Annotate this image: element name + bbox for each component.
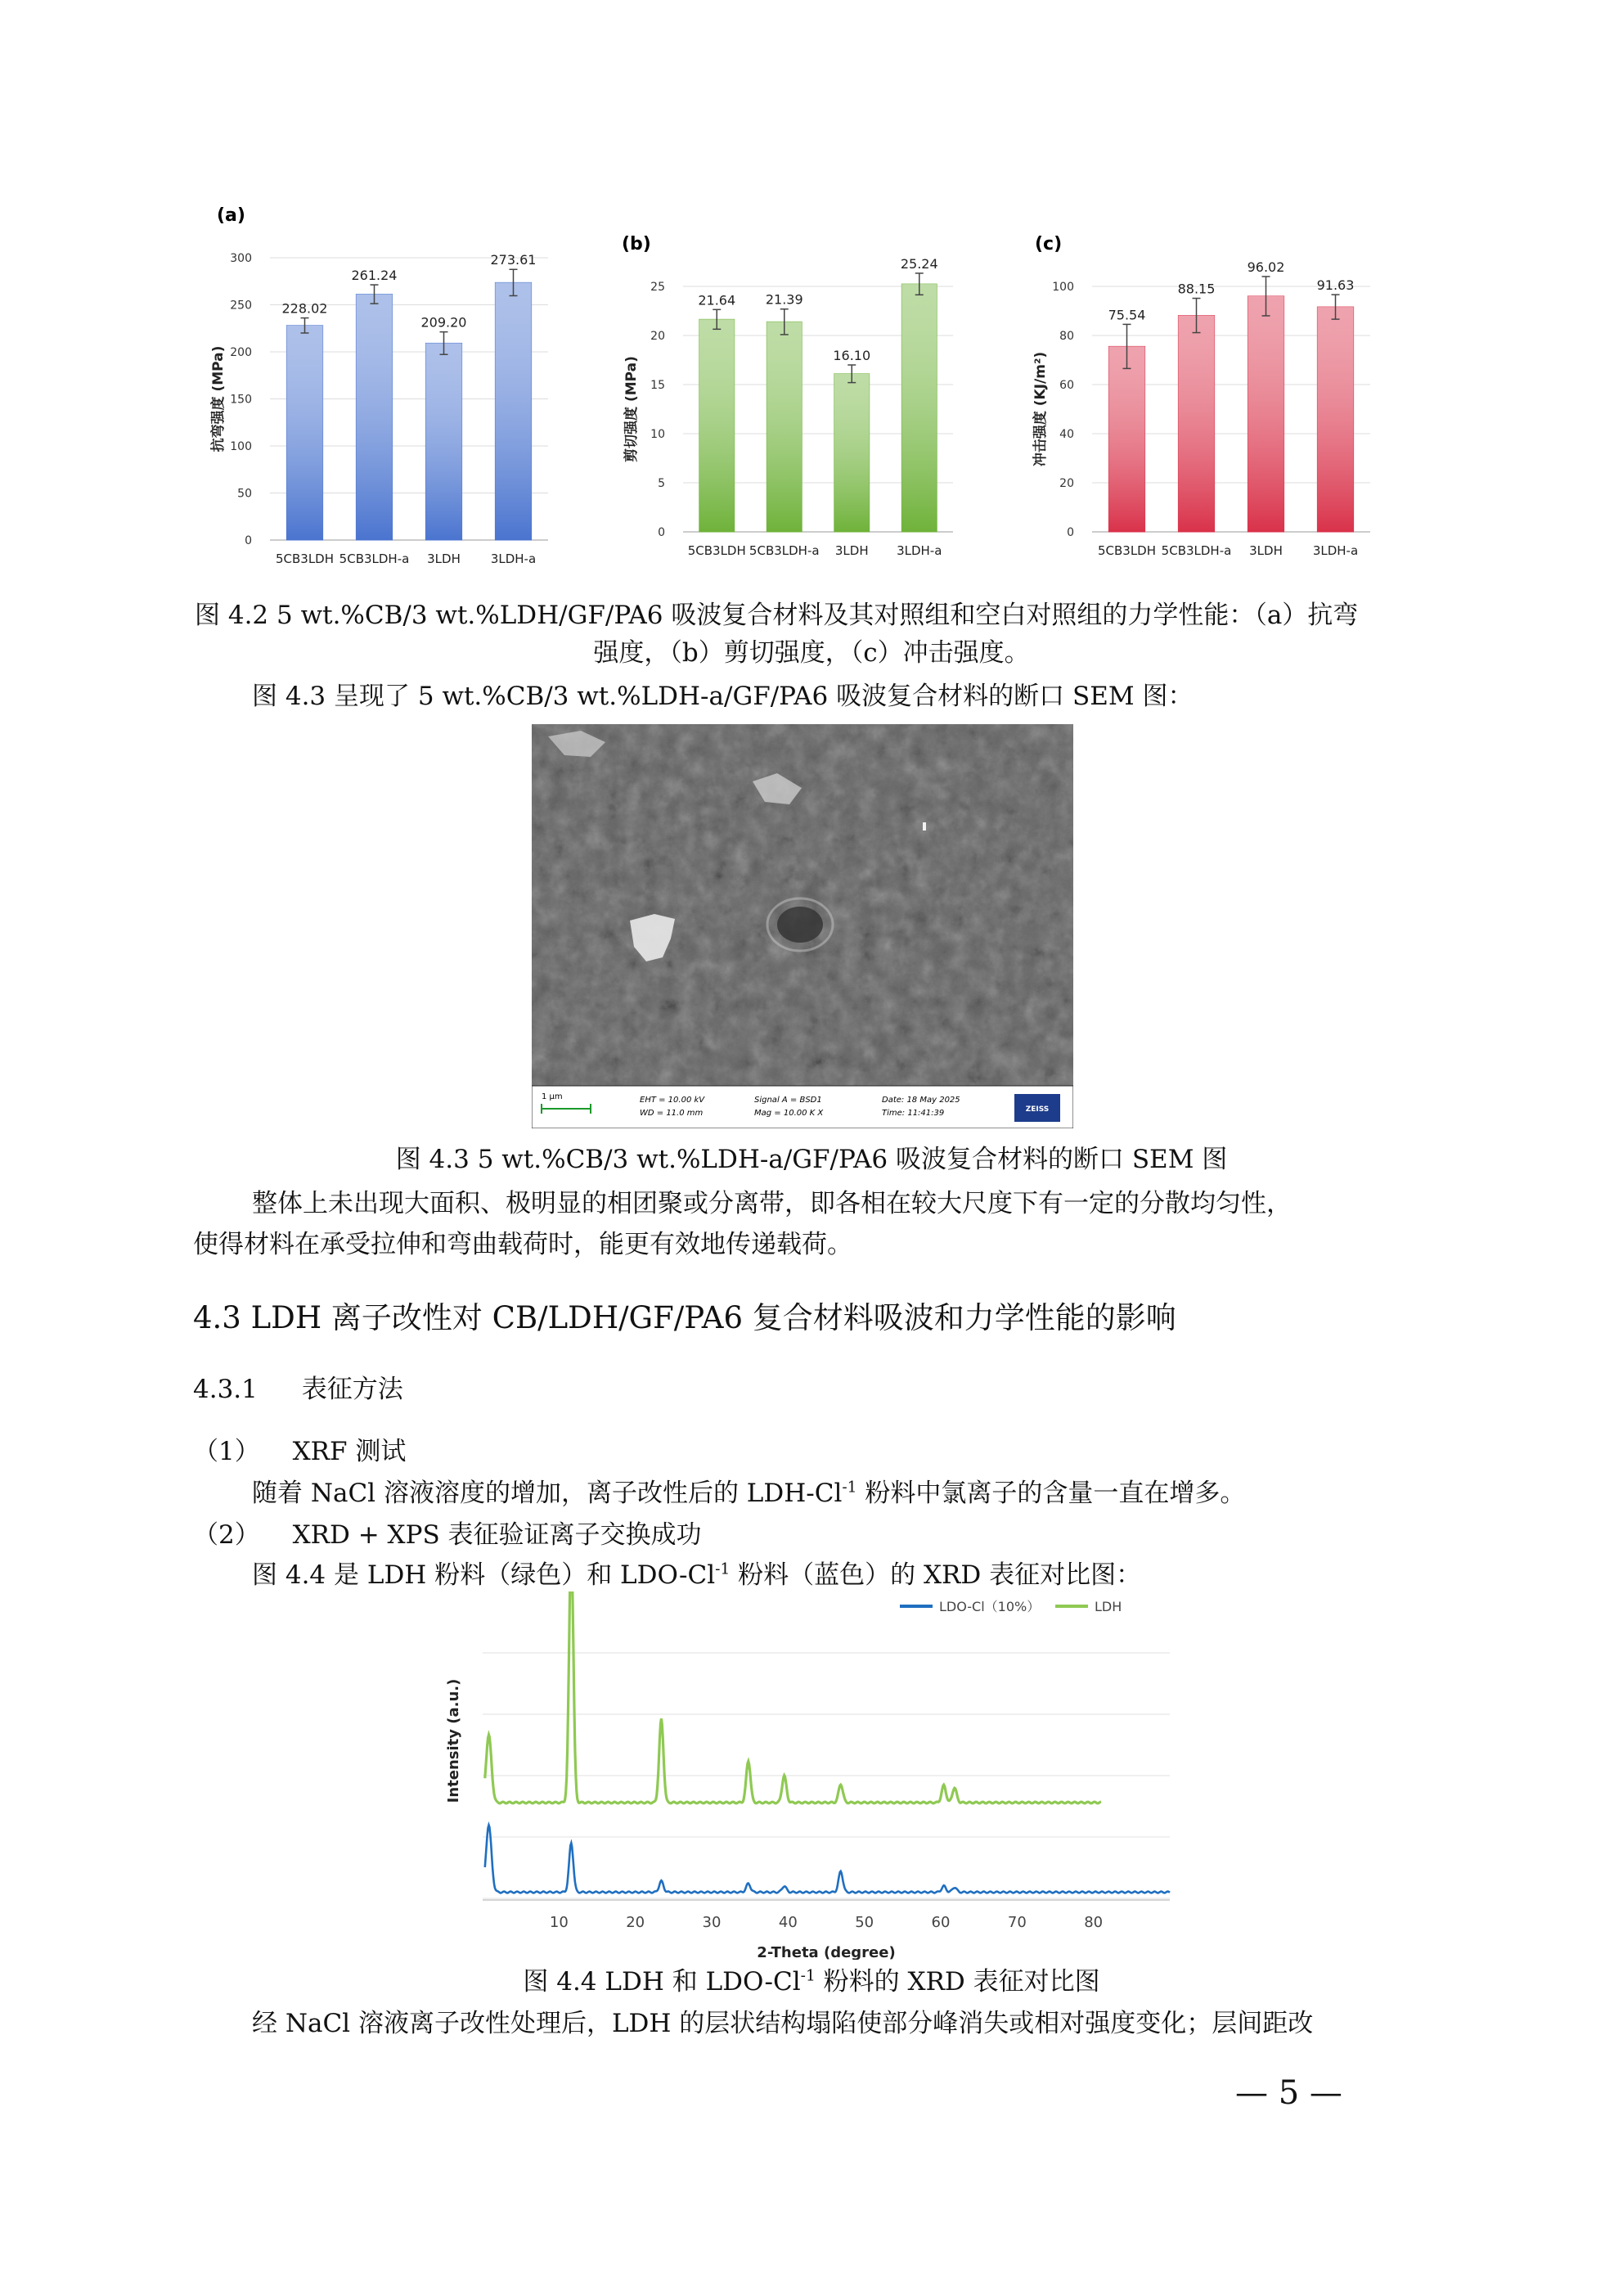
bar-shade: [425, 343, 461, 540]
bar-shade: [1178, 316, 1214, 532]
category-label: 3LDH-a: [897, 543, 942, 558]
category-label: 5CB3LDH: [687, 543, 746, 558]
category-label: 3LDH: [427, 551, 461, 566]
fig42-caption-line2: 强度，（b）剪切强度，（c）冲击强度。: [593, 638, 1030, 668]
y-tick-label: 200: [230, 346, 252, 359]
panel-label: (a): [217, 205, 245, 226]
y-tick-label: 250: [230, 299, 252, 313]
y-tick-label: 0: [245, 534, 252, 547]
category-label: 3LDH-a: [490, 551, 537, 566]
category-label: 5CB3LDH-a: [339, 551, 410, 566]
bar-shade: [286, 326, 322, 540]
y-tick-label: 0: [658, 526, 665, 539]
panel-a: [209, 205, 548, 566]
legend-label: LDO-Cl（10%）: [939, 1599, 1041, 1614]
category-label: 5CB3LDH: [1097, 543, 1157, 558]
series-line-ldh: [485, 1591, 1101, 1803]
figure-4-4-xrd: [425, 1591, 1243, 1960]
sem-wd: WD = 11.0 mm: [640, 1109, 704, 1118]
subsection-number: 4.3.1: [193, 1375, 258, 1404]
item-1-number: （1）: [193, 1437, 260, 1466]
y-tick-label: 0: [1067, 526, 1074, 539]
sem-pore: [777, 907, 823, 943]
x-tick-label: 80: [1084, 1914, 1104, 1931]
subsection-title: 表征方法: [301, 1375, 403, 1404]
y-tick-label: 50: [237, 487, 252, 501]
series-line-ldo-cl: [485, 1825, 1170, 1893]
bar-shade: [1108, 346, 1144, 532]
data-label: 273.61: [490, 252, 537, 268]
category-label: 3LDH: [1249, 543, 1283, 558]
bar-shade: [901, 284, 937, 532]
y-tick-label: 100: [1052, 281, 1074, 294]
y-tick-label: 5: [658, 477, 665, 490]
para-last: 经 NaCl 溶液离子改性处理后，LDH 的层状结构塌陷使部分峰消失或相对强度变化；层间距改: [252, 2009, 1314, 2038]
fig43-caption: 图 4.3 5 wt.%CB/3 wt.%LDH-a/GF/PA6 吸波复合材料的断口 SEM 图: [395, 1145, 1228, 1174]
sem-eht: EHT = 10.00 kV: [640, 1096, 705, 1105]
sem-info-bar: [532, 1086, 1073, 1128]
sem-time: Time: 11:41:39: [882, 1109, 945, 1118]
y-tick-label: 20: [650, 330, 665, 343]
y-tick-label: 15: [650, 379, 665, 392]
x-tick-label: 10: [549, 1914, 569, 1931]
x-tick-label: 30: [702, 1914, 722, 1931]
fig44-caption: 图 4.4 LDH 和 LDO-$Cl^{-1}$ 粉料的 XRD 表征对比图: [523, 1967, 1100, 1997]
sem-image: [532, 724, 1073, 1128]
sem-scale-label: 1 μm: [542, 1092, 563, 1101]
item-1-text: 随着 NaCl 溶液溶度的增加，离子改性后的 LDH-$Cl^{-1}$ 粉料中氯离子的含量一直在增多。: [252, 1479, 1246, 1508]
x-tick-label: 70: [1007, 1914, 1027, 1931]
data-label: 16.10: [833, 348, 871, 363]
data-label: 209.20: [420, 314, 467, 331]
y-tick-label: 40: [1059, 428, 1074, 441]
sem-signal: Signal A = BSD1: [754, 1096, 822, 1105]
fig42-caption-line1: 图 4.2 5 wt.%CB/3 wt.%LDH/GF/PA6 吸波复合材料及其对照组和空白对照组的力学性能：（a）抗弯: [195, 601, 1359, 630]
section-heading: 4.3 LDH 离子改性对 CB/LDH/GF/PA6 复合材料吸波和力学性能的影响: [193, 1300, 1176, 1335]
page-number: — 5 —: [1235, 2074, 1342, 2112]
data-label: 21.64: [698, 292, 736, 308]
category-label: 3LDH-a: [1312, 543, 1359, 558]
para-uniform-2: 使得材料在承受拉伸和弯曲载荷时，能更有效地传递载荷。: [193, 1230, 852, 1259]
x-axis-label: 2-Theta (degree): [757, 1944, 896, 1960]
item-1-heading: [193, 1430, 406, 1467]
bar-shade: [1317, 307, 1353, 532]
y-tick-label: 100: [230, 440, 252, 453]
x-tick-label: 40: [778, 1914, 798, 1931]
y-tick-label: 20: [1059, 477, 1074, 490]
sem-date: Date: 18 May 2025: [882, 1096, 960, 1105]
item-2-number: （2）: [193, 1520, 260, 1550]
y-tick-label: 60: [1059, 379, 1074, 392]
data-label: 96.02: [1247, 259, 1285, 275]
data-label: 228.02: [281, 300, 328, 317]
panel-b: [622, 234, 953, 558]
item-2-text: 图 4.4 是 LDH 粉料（绿色）和 LDO-$Cl^{-1}$ 粉料（蓝色）的 XRD 表征对比图：: [252, 1560, 1142, 1590]
bar-shade: [834, 374, 870, 532]
x-tick-label: 20: [626, 1914, 645, 1931]
y-tick-label: 25: [650, 281, 665, 294]
item-1-title: XRF 测试: [292, 1437, 407, 1466]
sem-mag: Mag = 10.00 K X: [754, 1109, 824, 1118]
data-label: 261.24: [351, 268, 398, 284]
y-axis-label: 冲击强度 (KJ/m²): [1032, 351, 1049, 467]
para-intro-fig43: 图 4.3 呈现了 5 wt.%CB/3 wt.%LDH-a/GF/PA6 吸波复合材料的断口 SEM 图：: [252, 682, 1194, 711]
panel-label: (b): [622, 234, 651, 254]
bar-shade: [1248, 296, 1284, 532]
y-axis-label: 抗弯强度 (MPa): [210, 345, 227, 452]
category-label: 3LDH: [834, 543, 869, 558]
data-label: 91.63: [1316, 277, 1355, 294]
svg-text:ZEISS: ZEISS: [1025, 1105, 1050, 1114]
bar-shade: [356, 295, 392, 540]
legend-label: LDH: [1095, 1599, 1122, 1614]
item-2-title: XRD + XPS 表征验证离子交换成功: [292, 1520, 702, 1550]
y-tick-label: 150: [230, 393, 252, 407]
para-uniform-1: 整体上未出现大面积、极明显的相团聚或分离带，即各相在较大尺度下有一定的分散均匀性，: [252, 1189, 1292, 1218]
y-tick-label: 10: [650, 428, 665, 441]
data-label: 25.24: [900, 255, 938, 272]
category-label: 5CB3LDH-a: [749, 543, 820, 558]
x-tick-label: 60: [931, 1914, 951, 1931]
data-label: 88.15: [1177, 281, 1216, 297]
bar-shade: [767, 322, 802, 532]
category-label: 5CB3LDH: [275, 551, 335, 566]
y-axis-label: 剪切强度 (MPa): [623, 356, 640, 462]
item-2-heading: [193, 1514, 702, 1551]
category-label: 5CB3LDH-a: [1161, 543, 1232, 558]
panel-c: [1032, 234, 1370, 558]
bar-shade: [495, 282, 531, 540]
data-label: 21.39: [765, 291, 803, 308]
y-tick-label: 80: [1059, 330, 1074, 343]
panel-label: (c): [1035, 234, 1063, 254]
y-axis-label: Intensity (a.u.): [445, 1678, 462, 1803]
subsection-heading: [193, 1368, 403, 1405]
data-label: 75.54: [1108, 307, 1146, 323]
figure-4-2: [188, 192, 1481, 577]
x-tick-label: 50: [855, 1914, 874, 1931]
y-tick-label: 300: [230, 252, 252, 265]
bar-shade: [699, 319, 735, 532]
